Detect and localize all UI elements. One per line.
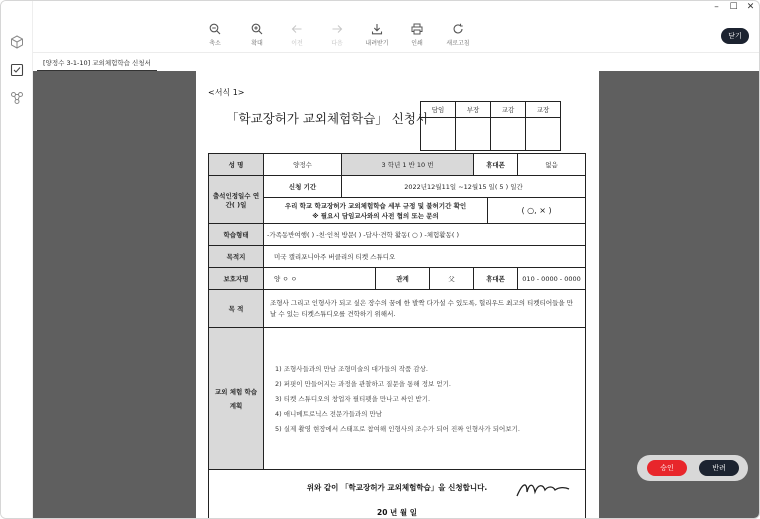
- document-page: [196, 71, 599, 519]
- zoom-in-icon: [251, 23, 263, 35]
- plan-label: 교외 체험 학습 계획: [209, 328, 264, 470]
- approval-stamp-cell: [421, 118, 456, 151]
- table-row: [209, 224, 586, 246]
- cube-icon[interactable]: [10, 35, 24, 49]
- guardian-label: 보호자명: [209, 268, 264, 290]
- window-controls: [708, 1, 759, 15]
- approval-stamp-cell: [456, 118, 491, 151]
- reject-button[interactable]: 반려: [699, 460, 739, 476]
- tab-bar: [33, 53, 759, 71]
- notice-check: ( ○, × ): [488, 198, 586, 224]
- destination-value: 미국 캘리포니아주 버클리의 티켓 스튜디오: [264, 246, 586, 268]
- approval-action-bar: [637, 455, 748, 481]
- download-label: 내려받기: [365, 40, 389, 47]
- signature-scribble: [515, 478, 571, 500]
- period-value: 2022년12월11일 ~12월15 일( 5 ) 일간: [342, 176, 586, 198]
- print-button[interactable]: [397, 23, 437, 47]
- zoom-in-label: 확대: [251, 40, 263, 47]
- table-row: [209, 198, 586, 224]
- phone-label: 휴대폰: [474, 154, 518, 176]
- print-label: 인쇄: [411, 40, 423, 47]
- zoom-out-icon: [209, 23, 221, 35]
- plan-item: 4) 애니메트로닉스 전문가들과의 만남: [275, 410, 383, 418]
- table-row: [209, 290, 586, 328]
- download-button[interactable]: [357, 23, 397, 47]
- close-button[interactable]: 닫기: [721, 28, 749, 44]
- guardian-value: 양 ㅇ ㅇ: [264, 268, 376, 290]
- relation-value: 父: [430, 268, 474, 290]
- sign-date: 20 년 월 일: [377, 507, 418, 517]
- guardian-phone-value: 010 - 0000 - 0000: [518, 268, 586, 290]
- arrow-right-icon: [331, 23, 343, 35]
- table-row: [209, 176, 586, 198]
- sign-statement: 위와 같이 「학교장허가 교외체험학습」을 신청합니다.: [306, 482, 488, 492]
- phone-value: 없음: [518, 154, 586, 176]
- purpose-value: 조형사 그리고 인형사가 되고 싶은 장수의 꿈에 한 발짝 다가설 수 있도록, 헐리우드 최고의 티켓티어들을 만날 수 있는 티켓스튜디오를 견학하기 위해서.: [264, 290, 586, 328]
- table-row: [209, 328, 586, 470]
- document-viewer[interactable]: [33, 71, 759, 518]
- form-number: <서식 1>: [208, 88, 245, 97]
- signature-block: [209, 470, 586, 519]
- plan-item: 2) 퍼핏이 만들어지는 과정을 관찰하고 질문을 통해 정보 얻기.: [275, 380, 451, 388]
- table-row: [209, 268, 586, 290]
- table-row: [209, 470, 586, 519]
- printer-icon: [411, 23, 423, 35]
- minimize-button[interactable]: –: [714, 2, 719, 12]
- form-title: 「학교장허가 교외체험학습」 신청서: [226, 111, 428, 126]
- zoom-out-button[interactable]: [195, 23, 235, 47]
- document-tab[interactable]: [양정수 3-1-10] 교외체험학습 신청서: [37, 55, 157, 71]
- approval-header-homeroom: 담임: [421, 102, 456, 118]
- period-label: 신청 기간: [264, 176, 342, 198]
- next-page-label: 다음: [331, 40, 343, 47]
- name-value: 양정수: [264, 154, 342, 176]
- plan-item: 1) 조형사들과의 만남 조형미술의 대가들의 작품 감상.: [275, 365, 428, 373]
- nodes-icon[interactable]: [10, 91, 24, 105]
- plan-item: 5) 실제 촬영 현장에서 스태프로 참여해 인형사의 조수가 되어 진짜 인형사가 되어보기.: [275, 425, 520, 433]
- guardian-phone-label: 휴대폰: [474, 268, 518, 290]
- next-page-button[interactable]: [317, 23, 357, 47]
- attendance-label: 출석인정일수 연간( )일: [209, 176, 264, 224]
- refresh-label: 새로고침: [446, 40, 470, 47]
- approval-stamp-cell: [526, 118, 561, 151]
- class-value: 3 학년 1 반 10 번: [342, 154, 474, 176]
- name-label: 성 명: [209, 154, 264, 176]
- table-row: [209, 246, 586, 268]
- notice-cell: [264, 198, 488, 224]
- type-label: 학습형태: [209, 224, 264, 246]
- left-rail: [1, 1, 33, 519]
- download-icon: [371, 23, 383, 35]
- approval-stamp-cell: [491, 118, 526, 151]
- approval-header-principal: 교장: [526, 102, 561, 118]
- approval-header-vice: 교감: [491, 102, 526, 118]
- refresh-button[interactable]: [438, 23, 478, 47]
- plan-item: 3) 티켓 스튜디오의 창업자 필티펫을 만나고 싸인 받기.: [275, 395, 431, 403]
- zoom-in-button[interactable]: [237, 23, 277, 47]
- table-row: [209, 154, 586, 176]
- approval-header-head: 부장: [456, 102, 491, 118]
- prev-page-button[interactable]: [277, 23, 317, 47]
- notice-line2: ※ 필요시 담임교사와의 사전 협의 또는 문의: [312, 211, 439, 220]
- notice-line1: 우리 학교 학교장허가 교외체험학습 세부 규정 및 불허기간 확인: [284, 201, 467, 210]
- approve-button[interactable]: 승인: [647, 460, 687, 476]
- maximize-button[interactable]: ☐: [729, 2, 738, 12]
- destination-label: 목적지: [209, 246, 264, 268]
- window-close-button[interactable]: ✕: [746, 2, 755, 12]
- viewer-toolbar: [33, 15, 759, 53]
- zoom-out-label: 축소: [209, 40, 221, 47]
- approval-table: [420, 101, 561, 151]
- application-form-table: [208, 153, 586, 519]
- plan-list: [264, 328, 586, 470]
- checklist-icon[interactable]: [10, 63, 24, 77]
- refresh-icon: [452, 23, 464, 35]
- prev-page-label: 이전: [291, 40, 303, 47]
- relation-label: 관계: [376, 268, 430, 290]
- purpose-label: 목 적: [209, 290, 264, 328]
- type-value: -가족동반여행( ) -친·인척 방문( ) -답사·견학 활동( ○ ) -체험활동( ): [264, 224, 586, 246]
- arrow-left-icon: [291, 23, 303, 35]
